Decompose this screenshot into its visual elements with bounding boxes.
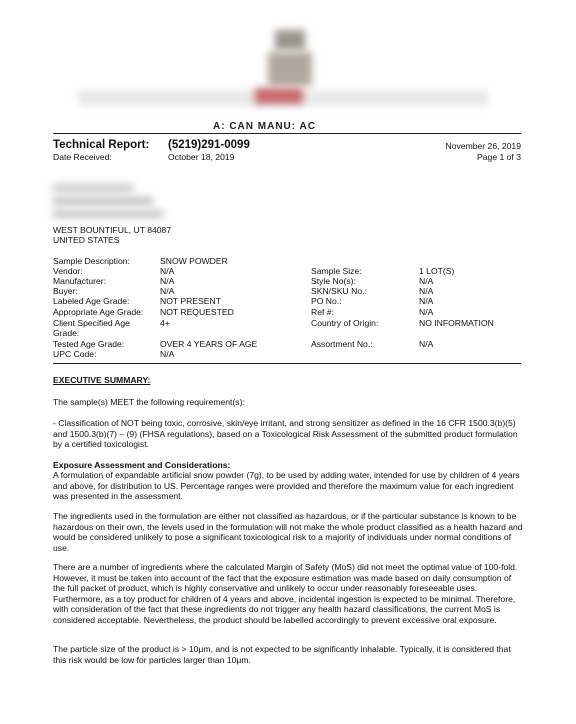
report-number: (5219)291-0099 <box>168 139 250 151</box>
exposure-paragraph-3: There are a number of ingredients where the calculated Margin of Safety (MoS) did not meet the optimal value of 100-fold. However, it must be taken into account of the fact that the exposure estimation was made based on daily consumption of the full packet of product, which is highly conservative and unlikely to occur under reasonably foreseeable uses. Furthermore, as a toy product for children of 4 years and above, incidental ingestion is expected to be minimal. Therefore, with consideration of the fact that these ingredients do not trigger any health hazard classifications, the current MoS is considered acceptable. Nevertheless, the product should be labelled accordingly to prevent excessive oral exposure. <box>53 562 518 625</box>
redacted-logo-block <box>268 52 312 86</box>
client-age-value: 4+ <box>160 318 170 328</box>
sample-size-label: Sample Size: <box>311 266 362 276</box>
labeled-age-value: NOT PRESENT <box>160 296 221 306</box>
report-title: Technical Report: <box>53 139 150 151</box>
country-value: NO INFORMATION <box>419 318 494 328</box>
exposure-paragraph-2: The ingredients used in the formulation are either not classified as hazardous, or if the particular substance is known to be hazardous on their own, the levels used in the formulation will not make the whole product classified as a health hazard and would be considered unlikely to pose a significant toxicological risk to a majority of individuals under normal conditions of use. <box>53 511 523 553</box>
section-rule <box>53 363 521 364</box>
appropriate-age-value: NOT REQUESTED <box>160 307 234 317</box>
sample-label: Sample Description: <box>53 256 130 266</box>
labeled-age-label: Labeled Age Grade: <box>53 296 130 306</box>
summary-heading: EXECUTIVE SUMMARY: <box>53 375 151 385</box>
redacted-address-3 <box>53 210 163 218</box>
header-rule <box>53 133 521 134</box>
company-name: A: CAN MANU: AC <box>213 121 316 132</box>
style-value: N/A <box>419 276 434 286</box>
buyer-value: N/A <box>160 286 175 296</box>
redacted-red-bar <box>255 88 303 104</box>
summary-intro: The sample(s) MEET the following requirement(s): <box>53 397 245 407</box>
report-date: November 26, 2019 <box>445 141 521 151</box>
redacted-address-1 <box>53 184 133 192</box>
client-age-label: Client Specified Age <box>53 318 130 328</box>
appropriate-age-label: Appropriate Age Grade: <box>53 307 144 317</box>
assortment-label: Assortment No.: <box>311 339 373 349</box>
manufacturer-label: Manufacturer: <box>53 276 107 286</box>
exposure-paragraph-1: A formulation of expandable artificial snow powder (7g), to be used by adding water, intended for use by children of 4 years and above, for distribution to US. Percentage ranges were provided and therefore the maximum value for each ingredient was presented in the assessment. <box>53 470 520 502</box>
address-city: WEST BOUNTIFUL, UT 84087 <box>53 225 172 235</box>
redacted-logo <box>275 30 305 50</box>
country-label: Country of Origin: <box>311 318 379 328</box>
po-label: PO No.: <box>311 296 342 306</box>
address-country: UNITED STATES <box>53 235 120 245</box>
ref-value: N/A <box>419 307 434 317</box>
vendor-label: Vendor: <box>53 266 83 276</box>
tested-age-value: OVER 4 YEARS OF AGE <box>160 339 258 349</box>
sku-value: N/A <box>419 286 434 296</box>
sku-label: SKN/SKU No.: <box>311 286 367 296</box>
client-age-label-line2: Grade: <box>53 328 80 338</box>
redacted-address-2 <box>53 197 153 205</box>
tested-age-label: Tested Age Grade: <box>53 339 125 349</box>
date-received-label: Date Received: <box>53 152 112 162</box>
requirement-text: - Classification of NOT being toxic, corrosive, skin/eye irritant, and strong sensitizer as defined in the 16 CFR 1500.3(b)(5) and 1500.3(b)(7) – (9) (FHSA regulations), based on a Toxicological Risk Assessment of the submitted product formulation by a certified toxicologist. <box>53 418 518 450</box>
sample-value: SNOW POWDER <box>160 256 228 266</box>
exposure-heading: Exposure Assessment and Considerations: <box>53 460 231 470</box>
ref-label: Ref #: <box>311 307 334 317</box>
po-value: N/A <box>419 296 434 306</box>
assortment-value: N/A <box>419 339 434 349</box>
upc-value: N/A <box>160 349 175 359</box>
date-received-value: October 18, 2019 <box>168 152 235 162</box>
style-label: Style No(s): <box>311 276 356 286</box>
upc-label: UPC Code: <box>53 349 97 359</box>
exposure-paragraph-4: The particle size of the product is > 10μm, and is not expected to be significantly inhalable. Typically, it is considered that this risk would be low for particles larger than 10μm. <box>53 644 511 665</box>
buyer-label: Buyer: <box>53 286 78 296</box>
vendor-value: N/A <box>160 266 175 276</box>
manufacturer-value: N/A <box>160 276 175 286</box>
sample-size-value: 1 LOT(S) <box>419 266 455 276</box>
page-info: Page 1 of 3 <box>477 152 521 162</box>
